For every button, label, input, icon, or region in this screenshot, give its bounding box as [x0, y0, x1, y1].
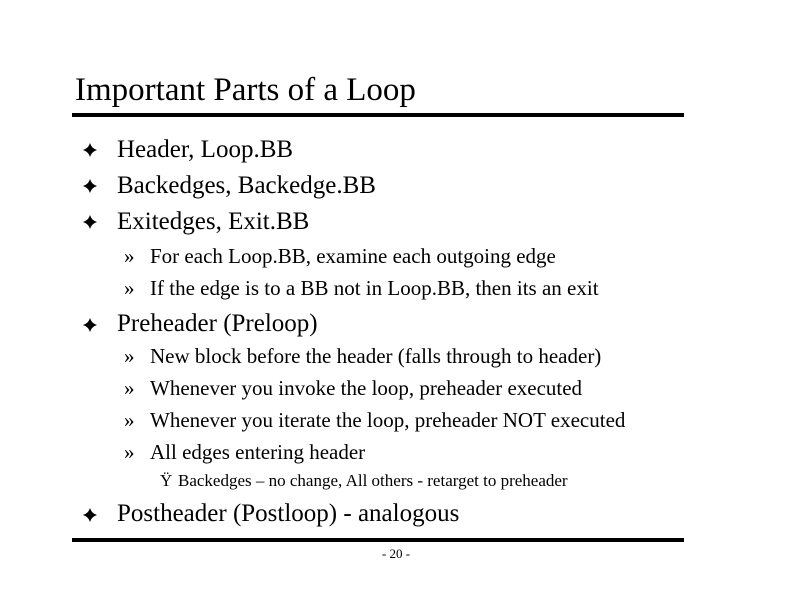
page-number: - 20 -	[381, 546, 411, 561]
diamond-bullet-icon	[82, 214, 98, 230]
sub-item: If the edge is to a BB not in Loop.BB, then its an exit	[150, 276, 599, 300]
footer-rule	[72, 538, 684, 542]
sub-item: Whenever you iterate the loop, preheader NOT executed	[150, 408, 626, 432]
sub-marker: »	[124, 276, 135, 300]
sub-item: New block before the header (falls through to header)	[150, 344, 602, 368]
slide-title: Important Parts of a Loop	[75, 72, 416, 108]
sub-marker: »	[124, 440, 135, 464]
title-rule	[72, 113, 684, 117]
sub-item: Whenever you invoke the loop, preheader executed	[150, 376, 583, 400]
sub-marker: »	[124, 408, 135, 432]
bullet-backedges: Backedges, Backedge.BB	[117, 172, 376, 199]
bullet-postheader: Postheader (Postloop) - analogous	[117, 500, 460, 527]
bullet-preheader: Preheader (Preloop)	[117, 310, 318, 337]
diamond-bullet-icon	[82, 317, 98, 333]
bullet-header: Header, Loop.BB	[117, 136, 294, 163]
subsub-item: Backedges – no change, All others - retarget to preheader	[178, 471, 568, 490]
bullet-exitedges: Exitedges, Exit.BB	[117, 208, 310, 235]
sub-marker: »	[124, 376, 135, 400]
diamond-bullet-icon	[82, 142, 98, 158]
diamond-bullet-icon	[82, 507, 98, 523]
sub-item: For each Loop.BB, examine each outgoing edge	[150, 244, 556, 268]
sub-marker: »	[124, 344, 135, 368]
sub-marker: »	[124, 244, 135, 268]
sub-item: All edges entering header	[150, 440, 366, 464]
diamond-bullet-icon	[82, 178, 98, 194]
subsub-marker: Ÿ	[160, 471, 173, 490]
